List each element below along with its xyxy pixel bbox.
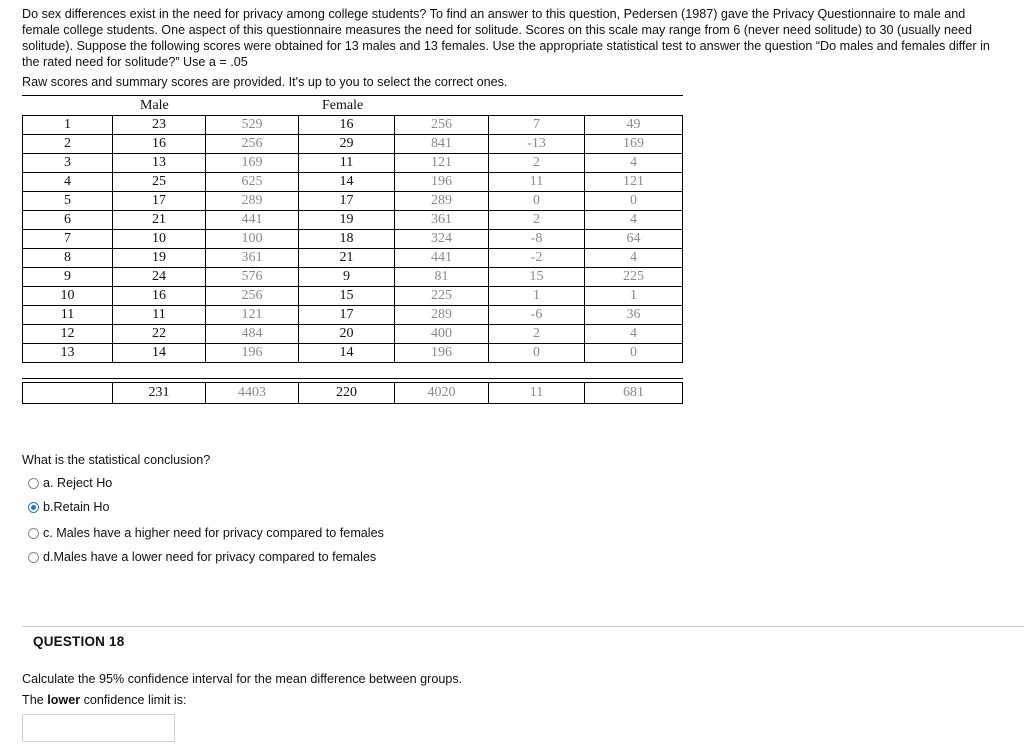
table-cell: 121: [395, 154, 489, 173]
table-cell: 324: [395, 230, 489, 249]
table-cell: 4: [585, 249, 683, 268]
totals-cell: 4020: [395, 383, 489, 404]
totals-rule: [22, 378, 683, 379]
table-cell: 256: [395, 116, 489, 135]
table-cell: 2: [489, 325, 585, 344]
table-cell: 12: [23, 325, 113, 344]
question-18-text: Calculate the 95% confidence interval for the mean difference between groups.: [22, 672, 463, 686]
table-cell: 25: [113, 173, 206, 192]
table-cell: 9: [299, 268, 395, 287]
option-a-label: Reject Ho: [57, 476, 113, 490]
table-cell: 49: [585, 116, 683, 135]
table-cell: 256: [206, 135, 299, 154]
table-row: [23, 230, 683, 249]
option-d-letter: d.: [43, 550, 54, 564]
table-cell: 169: [585, 135, 683, 154]
table-cell: 256: [206, 287, 299, 306]
table-row: [23, 116, 683, 135]
table-cell: 2: [489, 211, 585, 230]
table-cell: 441: [395, 249, 489, 268]
table-row: [23, 268, 683, 287]
option-a-radio[interactable]: [28, 478, 39, 489]
option-b-radio[interactable]: [28, 502, 39, 513]
table-cell: 196: [395, 344, 489, 363]
table-row: [23, 249, 683, 268]
table-cell: 14: [299, 173, 395, 192]
totals-cell: 11: [489, 383, 585, 404]
totals-cell: 220: [299, 383, 395, 404]
scores-table: [22, 115, 683, 363]
lower-limit-input[interactable]: [22, 714, 175, 742]
table-cell: 19: [113, 249, 206, 268]
totals-cell: 4403: [206, 383, 299, 404]
table-cell: 361: [206, 249, 299, 268]
table-cell: 625: [206, 173, 299, 192]
table-cell: 4: [23, 173, 113, 192]
table-cell: 7: [23, 230, 113, 249]
question-separator: [22, 626, 1024, 627]
table-row: [23, 135, 683, 154]
table-row: [23, 211, 683, 230]
table-cell: 841: [395, 135, 489, 154]
table-cell: 8: [23, 249, 113, 268]
option-b-letter: b.: [43, 500, 54, 514]
table-cell: 16: [113, 287, 206, 306]
option-b-label: Retain Ho: [53, 500, 110, 514]
table-cell: 361: [395, 211, 489, 230]
table-cell: 2: [23, 135, 113, 154]
table-cell: 17: [299, 192, 395, 211]
table-cell: 289: [395, 306, 489, 325]
totals-cell: 231: [113, 383, 206, 404]
table-cell: 17: [299, 306, 395, 325]
option-d[interactable]: [28, 550, 376, 564]
option-c-letter: c.: [43, 526, 53, 540]
table-cell: 1: [23, 116, 113, 135]
table-cell: 121: [585, 173, 683, 192]
table-cell: 10: [23, 287, 113, 306]
table-cell: 10: [113, 230, 206, 249]
option-d-label: Males have a lower need for privacy compared to females: [53, 550, 377, 564]
table-cell: 64: [585, 230, 683, 249]
table-cell: 16: [113, 135, 206, 154]
table-cell: 100: [206, 230, 299, 249]
table-cell: 7: [489, 116, 585, 135]
table-cell: 18: [299, 230, 395, 249]
table-cell: 20: [299, 325, 395, 344]
table-cell: 0: [489, 192, 585, 211]
question-text: Do sex differences exist in the need for privacy among college students? To find an answer to this question, Pedersen (1987) gave the Privacy Questionnaire to male and female college students. One aspect of this questionnaire measures the need for solitude. Scores on this scale may range from 6 (never need solitude) to 30 (usually need solitude). Suppose the following scores were obtained for 13 males and 13 females. Use the appropriate statistical test to answer the question “Do males and females differ in the rated need for solitude?” Use a = .05: [22, 7, 990, 69]
table-cell: 23: [113, 116, 206, 135]
option-c[interactable]: [28, 526, 384, 540]
table-row: [23, 154, 683, 173]
table-row: [23, 306, 683, 325]
option-d-radio[interactable]: [28, 552, 39, 563]
table-cell: 36: [585, 306, 683, 325]
table-cell: 576: [206, 268, 299, 287]
table-cell: 4: [585, 154, 683, 173]
table-cell: 4: [585, 211, 683, 230]
table-cell: 3: [23, 154, 113, 173]
option-c-label: Males have a higher need for privacy compared to females: [56, 526, 384, 540]
table-cell: 11: [489, 173, 585, 192]
lower-bold: lower: [47, 693, 81, 707]
table-cell: 196: [206, 344, 299, 363]
option-c-radio[interactable]: [28, 528, 39, 539]
female-header: Female: [322, 98, 364, 113]
table-cell: 400: [395, 325, 489, 344]
option-a-letter: a.: [43, 476, 54, 490]
table-cell: 15: [489, 268, 585, 287]
table-cell: 17: [113, 192, 206, 211]
table-cell: 11: [113, 306, 206, 325]
table-cell: 24: [113, 268, 206, 287]
table-cell: 15: [299, 287, 395, 306]
table-cell: 22: [113, 325, 206, 344]
table-cell: 0: [489, 344, 585, 363]
table-cell: 11: [299, 154, 395, 173]
table-cell: -8: [489, 230, 585, 249]
table-row: [23, 192, 683, 211]
table-cell: 16: [299, 116, 395, 135]
table-cell: 441: [206, 211, 299, 230]
lower-prefix: The: [22, 693, 48, 707]
table-cell: 289: [206, 192, 299, 211]
option-b[interactable]: [28, 500, 110, 514]
table-cell: 0: [585, 192, 683, 211]
table-cell: -13: [489, 135, 585, 154]
totals-cell: 681: [585, 383, 683, 404]
lower-suffix: confidence limit is:: [80, 693, 187, 707]
table-cell: 14: [299, 344, 395, 363]
raw-scores-note: Raw scores and summary scores are provided. It's up to you to select the correct ones.: [22, 75, 508, 89]
table-cell: 14: [113, 344, 206, 363]
table-cell: 4: [585, 325, 683, 344]
table-cell: 225: [395, 287, 489, 306]
table-cell: 21: [299, 249, 395, 268]
table-cell: 529: [206, 116, 299, 135]
table-cell: 9: [23, 268, 113, 287]
table-cell: 1: [585, 287, 683, 306]
table-row: [23, 344, 683, 363]
table-row: [23, 325, 683, 344]
table-cell: -6: [489, 306, 585, 325]
male-header: Male: [140, 98, 169, 113]
totals-row: [23, 383, 683, 404]
totals-table: [22, 382, 683, 404]
table-cell: -2: [489, 249, 585, 268]
lower-limit-prompt: [22, 693, 187, 707]
table-cell: 81: [395, 268, 489, 287]
table-cell: 1: [489, 287, 585, 306]
table-cell: 19: [299, 211, 395, 230]
table-cell: 6: [23, 211, 113, 230]
table-cell: 0: [585, 344, 683, 363]
table-row: [23, 173, 683, 192]
table-cell: 5: [23, 192, 113, 211]
table-row: [23, 287, 683, 306]
table-cell: 484: [206, 325, 299, 344]
table-cell: 289: [395, 192, 489, 211]
table-cell: 2: [489, 154, 585, 173]
table-cell: 196: [395, 173, 489, 192]
option-a[interactable]: [28, 476, 112, 490]
table-cell: 169: [206, 154, 299, 173]
table-cell: 11: [23, 306, 113, 325]
question-18-label: QUESTION 18: [33, 634, 125, 649]
table-cell: 13: [113, 154, 206, 173]
totals-cell: [23, 383, 113, 404]
table-cell: 21: [113, 211, 206, 230]
table-cell: 225: [585, 268, 683, 287]
table-cell: 29: [299, 135, 395, 154]
table-cell: 121: [206, 306, 299, 325]
table-header-rule: [22, 95, 683, 96]
conclusion-question: What is the statistical conclusion?: [22, 453, 211, 467]
table-cell: 13: [23, 344, 113, 363]
